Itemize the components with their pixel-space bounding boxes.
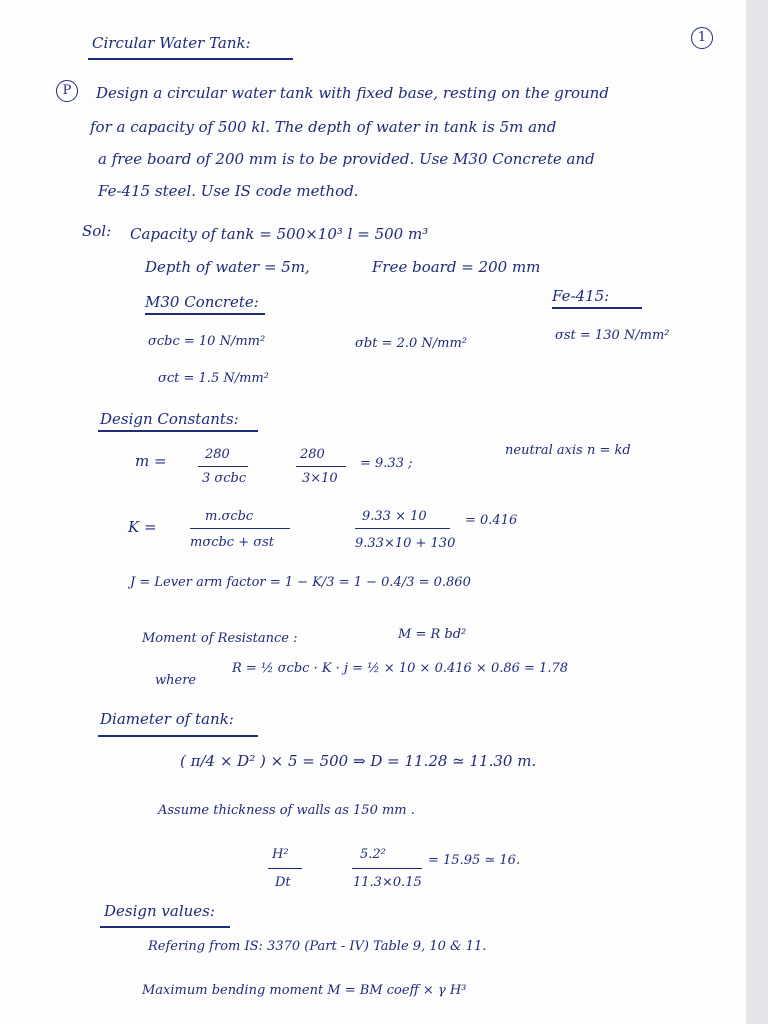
scbc: σcbc = 10 N/mm² [148,334,266,349]
problem-line: Design a circular water tank with fixed base, resting on the ground [96,84,609,102]
lever-arm: J = Lever arm factor = 1 − K/3 = 1 − 0.4/3 = 0.860 [130,575,471,590]
k-num2: 9.33 × 10 [362,509,427,524]
thickness: Assume thickness of walls as 150 mm . [158,803,415,818]
h-num2: 5.2² [360,847,386,862]
fe415-head: Fe-415: [552,287,610,305]
depth: Depth of water = 5m, [145,258,310,276]
problem-line: Fe-415 steel. Use IS code method. [98,182,359,200]
m-lhs: m = [135,452,167,470]
dia-head: Diameter of tank: [100,710,234,728]
sct: σct = 1.5 N/mm² [158,371,269,386]
capacity: Capacity of tank = 500×10³ l = 500 m³ [130,225,429,243]
is-reference: Refering from IS: 3370 (Part - IV) Table 9, 10 & 11. [148,939,487,954]
page-edge [746,0,768,1024]
m-den: 3 σcbc [202,471,247,486]
problem-line: a free board of 200 mm is to be provided. Use M30 Concrete and [98,150,595,168]
max-bm: Maximum bending moment M = BM coeff × γ H³ [142,983,467,998]
mr-eq: M = R bd² [398,627,467,642]
k-result: = 0.416 [465,513,518,528]
problem-line: for a capacity of 500 kl. The depth of water in tank is 5m and [90,118,557,136]
m-result: = 9.33 ; [360,456,413,471]
freeboard: Free board = 200 mm [372,258,541,276]
r-eq: R = ½ σcbc · K · j = ½ × 10 × 0.416 × 0.86 = 1.78 [232,661,569,676]
k-num: m.σcbc [205,509,254,524]
h-den: Dt [275,875,291,890]
dc-head: Design Constants: [100,410,239,428]
mr-label: Moment of Resistance : [142,631,298,646]
h-den2: 11.3×0.15 [353,875,422,890]
m-num: 280 [205,447,230,462]
k-lhs: K = [128,518,157,536]
dia-eq: ( π/4 × D² ) × 5 = 500 ⇒ D = 11.28 ≃ 11.30 m. [180,752,537,770]
sbt: σbt = 2.0 N/mm² [355,336,468,351]
k-den: mσcbc + σst [190,535,275,550]
problem-marker: P [56,80,78,102]
where: where [155,673,197,688]
m-num2: 280 [300,447,325,462]
m30-head: M30 Concrete: [145,293,259,311]
h-result: = 15.95 ≃ 16. [428,853,521,868]
dv-head: Design values: [104,902,215,920]
sol-label: Sol: [82,222,112,240]
page-number: 1 [691,27,713,49]
neutral-axis: neutral axis n = kd [505,443,631,458]
h-num: H² [272,847,289,862]
m-den2: 3×10 [302,471,338,486]
k-den2: 9.33×10 + 130 [355,536,456,551]
page-title: Circular Water Tank: [92,34,251,52]
sst: σst = 130 N/mm² [555,328,670,343]
